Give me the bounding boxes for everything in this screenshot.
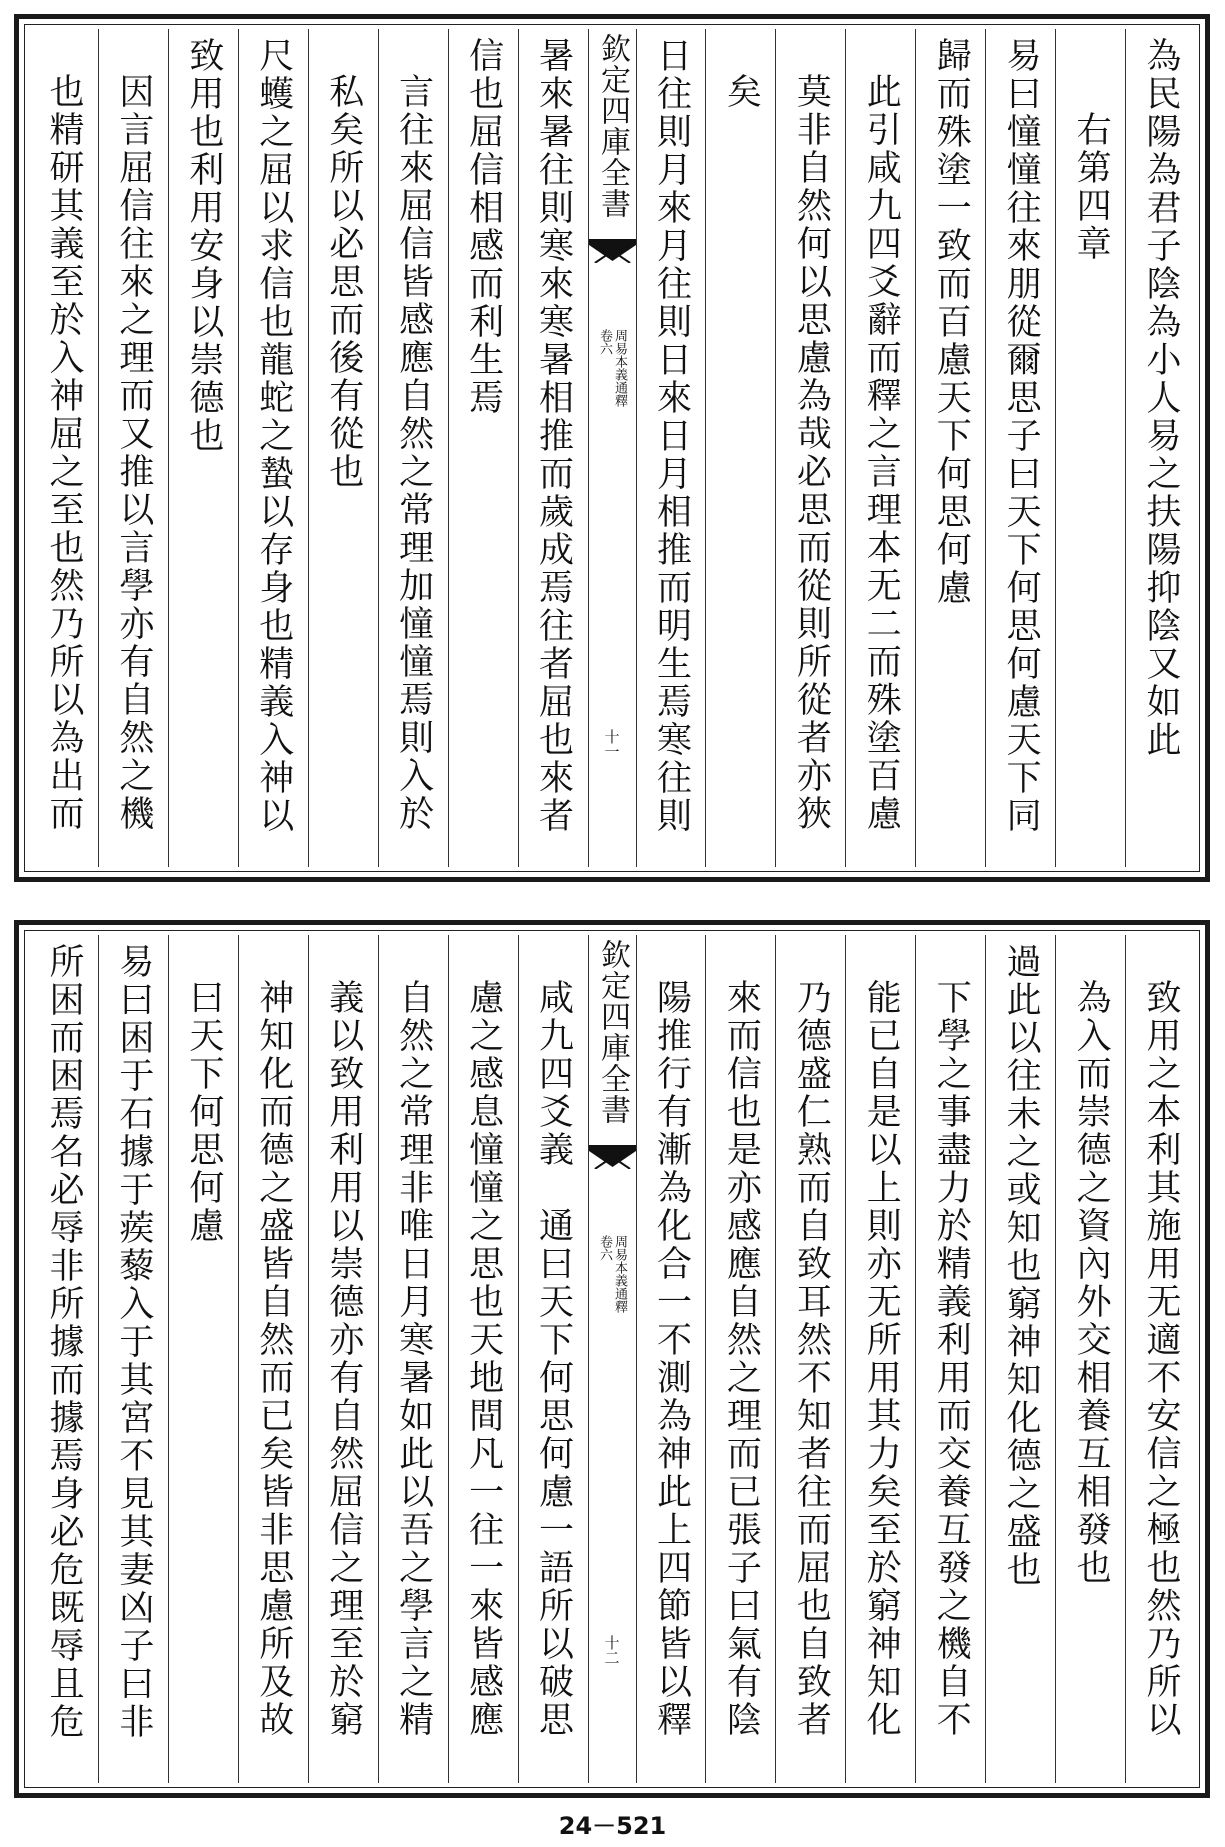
spine-subtitle-line: 卷六 — [597, 329, 612, 355]
column-text: 也精研其義至於入神屈之至也然乃所以為出而 — [43, 73, 84, 833]
text-column — [775, 29, 845, 867]
column-text: 信也屈信相感而利生焉 — [463, 37, 504, 417]
column-text: 為入而崇德之資內外交相養互相發也 — [1071, 979, 1112, 1587]
text-column — [705, 935, 775, 1783]
text-column — [636, 935, 706, 1783]
text-column — [98, 29, 168, 867]
text-column — [1125, 935, 1195, 1783]
text-column — [29, 29, 98, 867]
text-column — [775, 935, 845, 1783]
spine-column — [588, 935, 636, 1783]
column-text: 矣 — [721, 73, 762, 111]
spine-title: 欽定四庫全書 — [595, 33, 630, 219]
text-column — [448, 935, 518, 1783]
fish-tail-mark — [589, 1145, 636, 1169]
text-column — [915, 29, 985, 867]
column-text: 所困而困焉名必辱非所據而據焉身必危既辱且危 — [43, 943, 84, 1741]
text-column — [29, 935, 98, 1783]
text-column — [308, 935, 378, 1783]
column-text: 曰天下何思何慮 — [183, 979, 224, 1245]
spine-subtitle — [589, 329, 636, 407]
column-text: 易曰憧憧往來朋從爾思子曰天下何思何慮天下同 — [1001, 37, 1042, 835]
folio-number-text: 十一 — [602, 729, 621, 759]
bottom-leaf — [14, 920, 1210, 1798]
column-text: 能已自是以上則亦无所用其力矣至於窮神知化 — [861, 979, 902, 1739]
text-column — [845, 29, 915, 867]
top-leaf — [14, 14, 1210, 882]
column-text: 此引咸九四爻辭而釋之言理本无二而殊塗百慮 — [861, 73, 902, 833]
text-column — [1125, 29, 1195, 867]
text-column — [168, 935, 238, 1783]
text-column — [378, 935, 448, 1783]
fish-tail-mark — [589, 239, 636, 263]
text-column — [238, 935, 308, 1783]
text-column — [985, 935, 1055, 1783]
text-column — [448, 29, 518, 867]
text-column — [1055, 29, 1125, 867]
column-text: 咸九四爻義 通曰天下何思何慮一語所以破思 — [533, 979, 574, 1739]
column-text: 私矣所以必思而後有從也 — [323, 73, 364, 491]
page-number: 24－521 — [558, 1812, 667, 1840]
spine-title-box — [589, 29, 636, 240]
column-text: 陽推行有漸為化合一不測為神此上四節皆以釋 — [651, 979, 692, 1739]
column-text: 因言屈信往來之理而又推以言學亦有自然之機 — [113, 73, 154, 833]
column-text: 尺蠖之屈以求信也龍蛇之蟄以存身也精義入神以 — [253, 37, 294, 835]
spine-title-box — [589, 935, 636, 1146]
spine-subtitle — [589, 1235, 636, 1313]
column-text: 乃德盛仁熟而自致耳然不知者往而屈也自致者 — [791, 979, 832, 1739]
spine-column — [588, 29, 636, 867]
spine-title: 欽定四庫全書 — [595, 939, 630, 1125]
folio-number — [589, 1635, 636, 1669]
folio-number-text: 十二 — [602, 1635, 621, 1665]
column-text: 自然之常理非唯日月寒暑如此以吾之學言之精 — [393, 979, 434, 1739]
text-column — [518, 29, 588, 867]
column-text: 歸而殊塗一致而百慮天下何思何慮 — [931, 37, 972, 607]
text-column — [915, 935, 985, 1783]
column-text: 下學之事盡力於精義利用而交養互發之機自不 — [931, 979, 972, 1739]
column-text: 莫非自然何以思慮為哉必思而從則所從者亦狹 — [791, 73, 832, 833]
text-column — [985, 29, 1055, 867]
folio-number — [589, 729, 636, 763]
spine-subtitle-line: 卷六 — [597, 1235, 612, 1261]
text-column — [238, 29, 308, 867]
column-text: 言往來屈信皆感應自然之常理加憧憧焉則入於 — [393, 73, 434, 833]
text-columns — [29, 29, 1195, 867]
text-column — [98, 935, 168, 1783]
text-column — [378, 29, 448, 867]
column-text: 易曰困于石據于蒺藜入于其宮不見其妻凶子曰非 — [113, 943, 154, 1741]
column-text: 過此以往未之或知也窮神知化德之盛也 — [1001, 943, 1042, 1589]
text-column — [168, 29, 238, 867]
text-columns — [29, 935, 1195, 1783]
column-text: 來而信也是亦感應自然之理而已張子曰氣有陰 — [721, 979, 762, 1739]
text-column — [308, 29, 378, 867]
text-column — [845, 935, 915, 1783]
column-text: 日往則月來月往則日來日月相推而明生焉寒往則 — [651, 37, 692, 835]
text-column — [705, 29, 775, 867]
column-text: 義以致用利用以崇德亦有自然屈信之理至於窮 — [323, 979, 364, 1739]
text-column — [1055, 935, 1125, 1783]
spine-subtitle-line: 周易本義通釋 — [612, 1235, 627, 1313]
column-text: 慮之感息憧憧之思也天地間凡一往一來皆感應 — [463, 979, 504, 1739]
spine-subtitle-line: 周易本義通釋 — [612, 329, 627, 407]
column-text: 致用之本利其施用无適不安信之極也然乃所以 — [1141, 979, 1182, 1739]
column-text: 右第四章 — [1071, 111, 1112, 263]
text-column — [636, 29, 706, 867]
column-text: 致用也利用安身以崇德也 — [183, 37, 224, 455]
column-text: 為民陽為君子陰為小人易之扶陽抑陰又如此 — [1141, 37, 1182, 759]
text-column — [518, 935, 588, 1783]
column-text: 神知化而德之盛皆自然而已矣皆非思慮所及故 — [253, 979, 294, 1739]
column-text: 暑來暑往則寒來寒暑相推而歲成焉往者屈也來者 — [533, 37, 574, 835]
